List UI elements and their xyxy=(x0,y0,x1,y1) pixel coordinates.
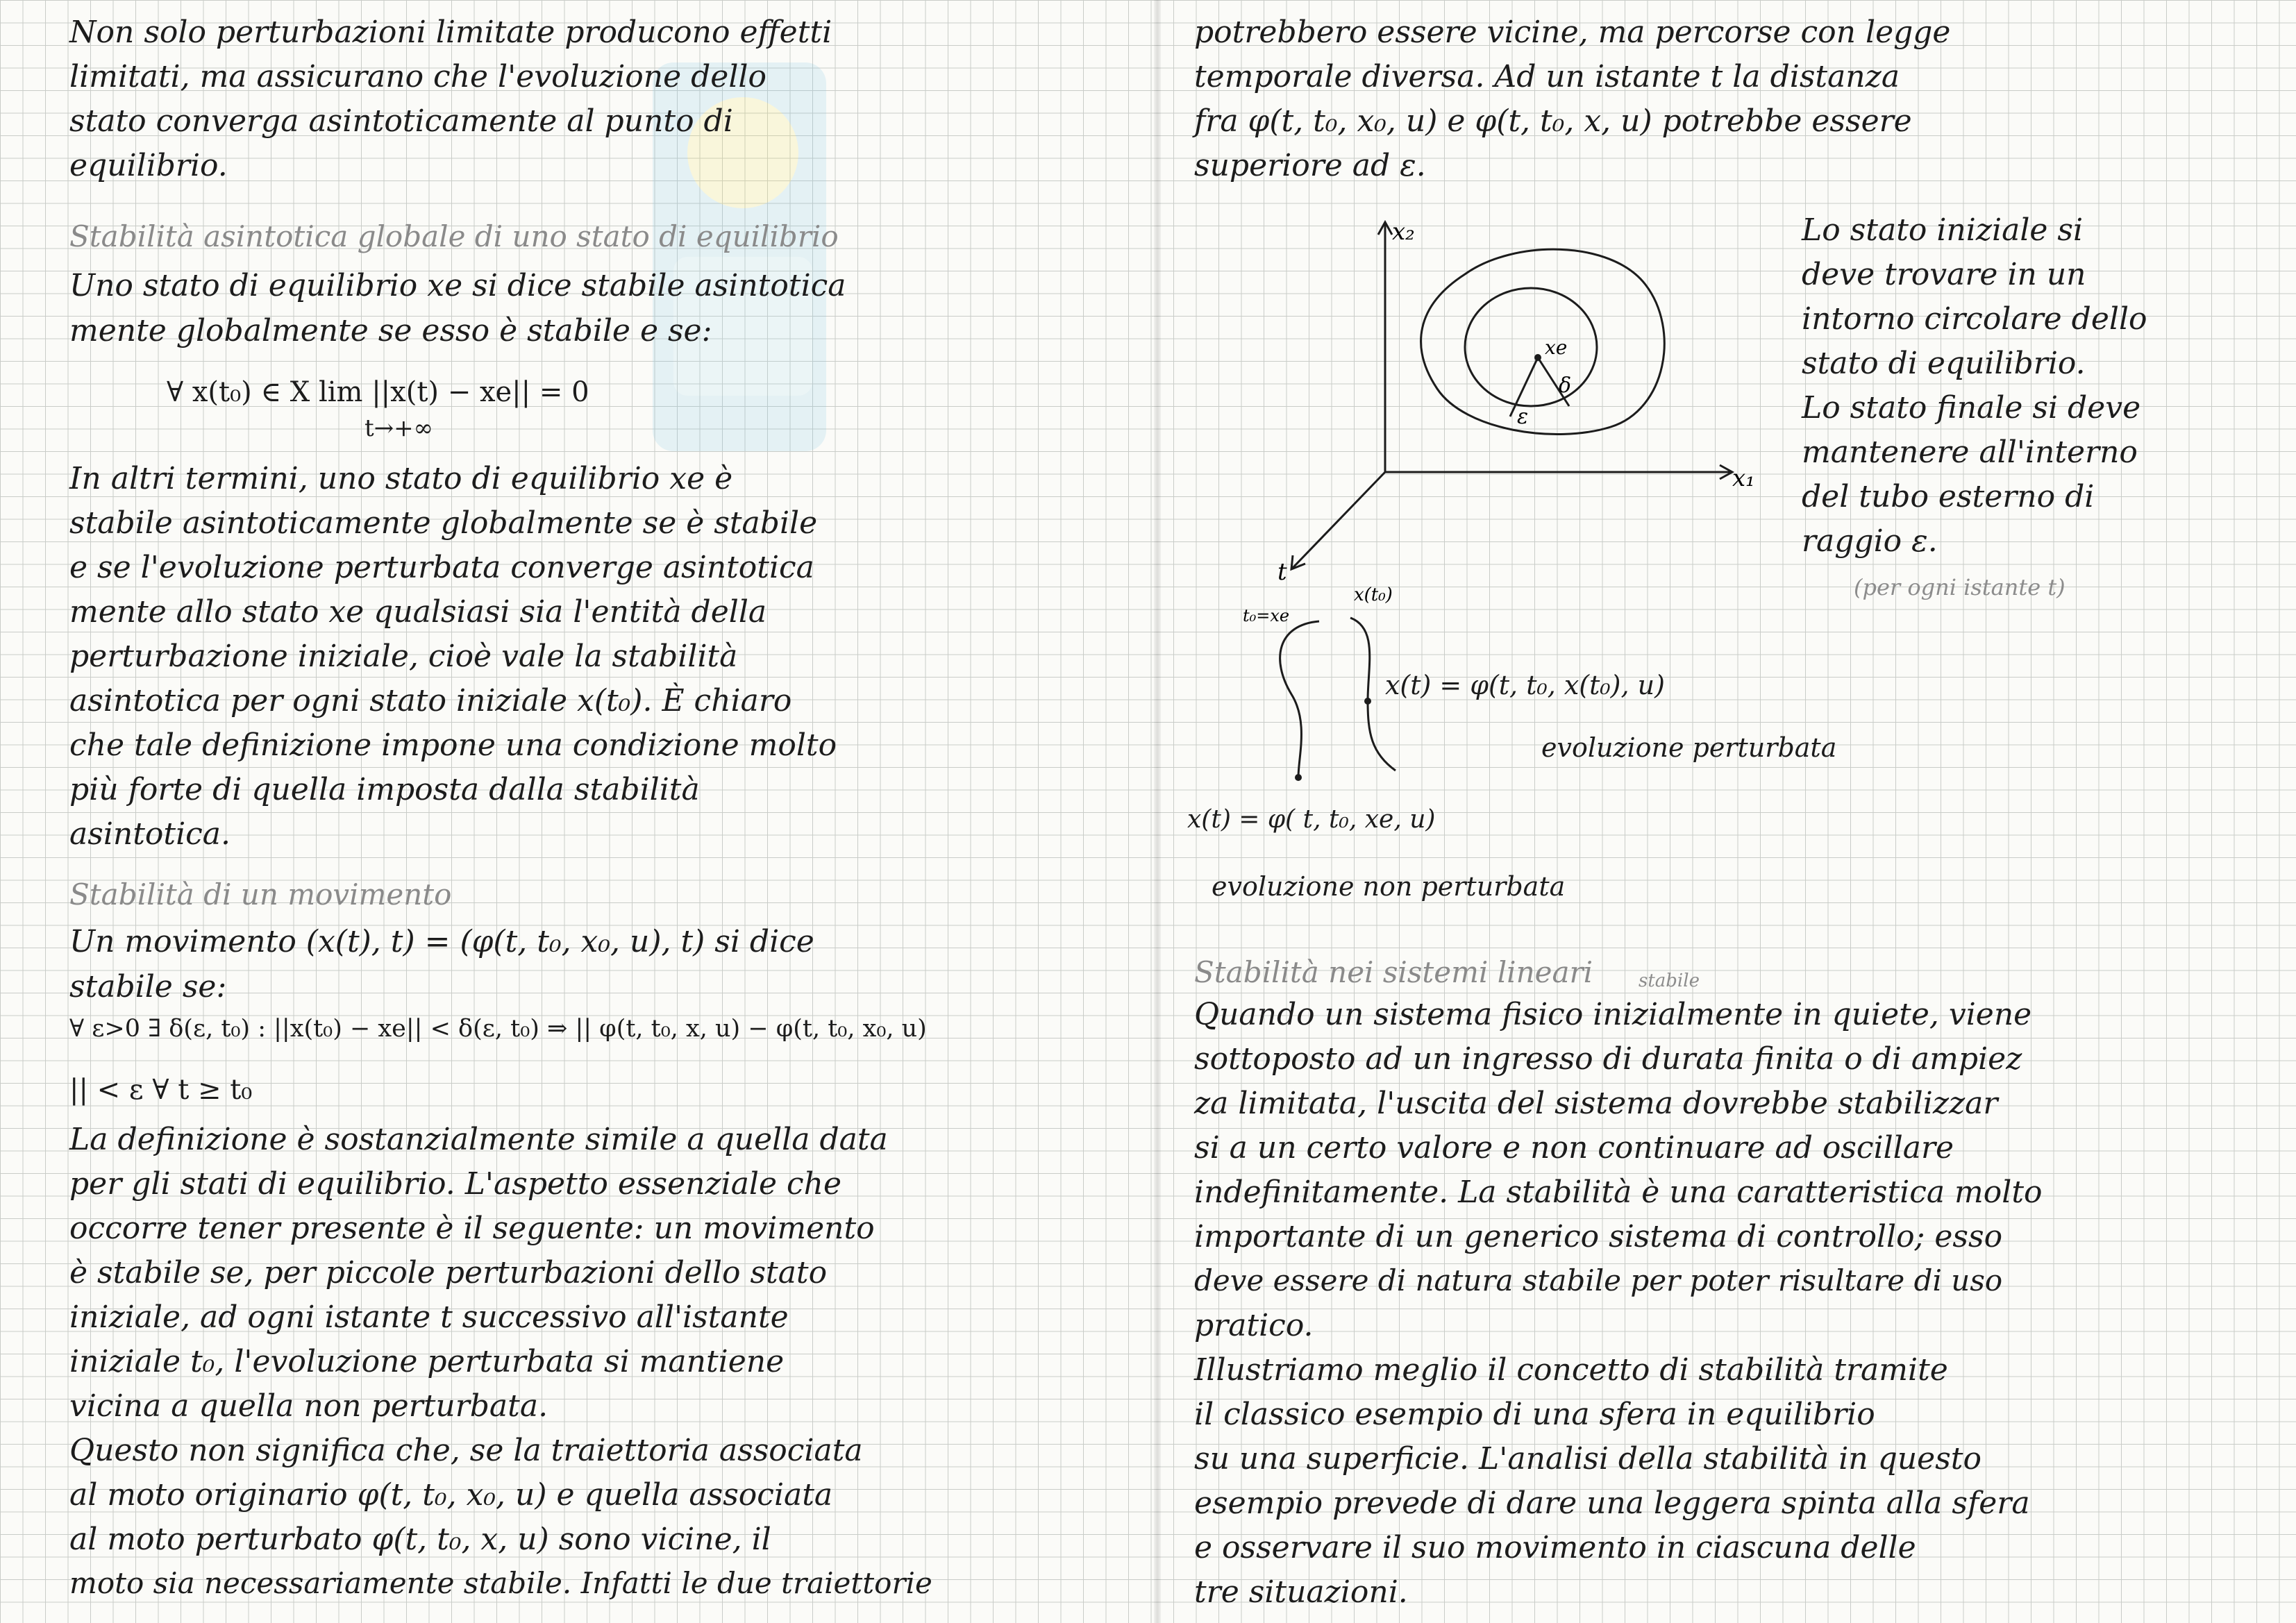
text-line: vicina a quella non perturbata. xyxy=(69,1388,548,1424)
text-line: stabile asintoticamente globalmente se è stabile xyxy=(69,505,818,541)
text-line: equilibrio. xyxy=(69,148,228,183)
text-line: Illustriamo meglio il concetto di stabilità tramite xyxy=(1194,1352,1948,1388)
text-line: Non solo perturbazioni limitate producono effetti xyxy=(69,15,832,50)
text-line: asintotica. xyxy=(69,816,231,852)
diagram-caption-line: raggio ε. xyxy=(1802,523,1938,559)
notebook-gutter xyxy=(1154,0,1161,1623)
equilibrium-point xyxy=(1534,354,1541,361)
text-line: Un movimento (x(t), t) = (φ(t, t₀, x₀, u), t) si dice xyxy=(69,924,814,959)
text-line: su una superficie. L'analisi della stabilità in questo xyxy=(1194,1441,1981,1477)
perturbed-evolution-label: evoluzione perturbata xyxy=(1541,732,1837,763)
axis-t-label: t xyxy=(1277,558,1287,583)
unperturbed-curve xyxy=(1280,621,1319,777)
diagram-note: (per ogni istante t) xyxy=(1854,574,2065,600)
perturbed-equation: x(t) = φ(t, t₀, x(t₀), u) xyxy=(1385,670,1665,700)
text-line: e osservare il suo movimento in ciascuna delle xyxy=(1194,1530,1916,1565)
formula-limit: ∀ x(t₀) ∈ X lim ||x(t) − xe|| = 0 xyxy=(167,376,589,408)
text-line: In altri termini, uno stato di equilibrio xe è xyxy=(69,461,733,496)
text-line: za limitata, l'uscita del sistema dovrebbe stabilizzar xyxy=(1194,1086,1998,1121)
diagram-caption-line: del tubo esterno di xyxy=(1802,479,2095,514)
stability-diagram xyxy=(1194,208,1763,583)
section-heading-global-stability: Stabilità asintotica globale di uno stato di equilibrio xyxy=(69,219,839,253)
text-line: mente globalmente se esso è stabile e se: xyxy=(69,313,712,348)
text-line: La definizione è sostanzialmente simile a quella data xyxy=(69,1122,888,1157)
text-line: il classico esempio di una sfera in equilibrio xyxy=(1194,1397,1875,1432)
text-line: pratico. xyxy=(1194,1308,1314,1343)
axis-t-line xyxy=(1291,472,1385,569)
diagram-caption-line: deve trovare in un xyxy=(1802,257,2086,292)
formula-motion-stability: ∀ ε>0 ∃ δ(ε, t₀) : ||x(t₀) − xe|| < δ(ε, t₀) ⇒ || φ(t, t₀, x, u) − φ(t, t₀, x₀, u) xyxy=(69,1015,927,1043)
diagram-caption-line: intorno circolare dello xyxy=(1802,301,2147,337)
axis-x1-label: x₁ xyxy=(1732,464,1755,492)
text-line: temporale diversa. Ad un istante t la distanza xyxy=(1194,59,1900,94)
section-heading-motion-stability: Stabilità di un movimento xyxy=(69,877,452,911)
x-t0-label: x(t₀) xyxy=(1354,585,1393,605)
text-line: importante di un generico sistema di controllo; esso xyxy=(1194,1219,2003,1254)
text-line: indefinitamente. La stabilità è una caratteristica molto xyxy=(1194,1175,2043,1210)
text-line: più forte di quella imposta dalla stabilità xyxy=(69,772,700,807)
text-line: stabile se: xyxy=(69,969,227,1004)
text-line: fra φ(t, t₀, x₀, u) e φ(t, t₀, x, u) potrebbe essere xyxy=(1194,103,1912,139)
text-line: esempio prevede di dare una leggera spinta alla sfera xyxy=(1194,1486,2030,1521)
text-line: asintotica per ogni stato iniziale x(t₀). È chiaro xyxy=(69,683,792,718)
delta-label: δ xyxy=(1559,373,1572,398)
epsilon-label: ε xyxy=(1517,405,1529,429)
xe-label: xe xyxy=(1545,336,1568,359)
text-line: al moto originario φ(t, t₀, x₀, u) e quella associata xyxy=(69,1477,833,1513)
text-line: iniziale, ad ogni istante t successivo all'istante xyxy=(69,1300,789,1335)
text-line: Questo non significa che, se la traiettoria associata xyxy=(69,1433,863,1468)
text-line: superiore ad ε. xyxy=(1194,148,1426,183)
section-heading-linear-stability: Stabilità nei sistemi lineari xyxy=(1194,955,1593,989)
text-line: al moto perturbato φ(t, t₀, x, u) sono vicine, il xyxy=(69,1522,771,1557)
text-line: che tale definizione impone una condizione molto xyxy=(69,728,837,763)
text-line: iniziale t₀, l'evoluzione perturbata si mantiene xyxy=(69,1344,785,1379)
text-line: mente allo stato xe qualsiasi sia l'entità della xyxy=(69,594,767,630)
text-line: e se l'evoluzione perturbata converge asintotica xyxy=(69,550,814,585)
t0-xe-label: t₀=xe xyxy=(1243,606,1290,625)
heading-superscript-note: stabile xyxy=(1639,970,1700,991)
text-line: Uno stato di equilibrio xe si dice stabile asintotica xyxy=(69,268,846,303)
unperturbed-evolution-label: evoluzione non perturbata xyxy=(1212,871,1566,902)
unperturbed-point xyxy=(1295,774,1302,781)
text-line: per gli stati di equilibrio. L'aspetto essenziale che xyxy=(69,1166,842,1202)
diagram-caption-line: stato di equilibrio. xyxy=(1802,346,2086,381)
text-line: si a un certo valore e non continuare ad oscillare xyxy=(1194,1130,1954,1166)
text-line: deve essere di natura stabile per poter risultare di uso xyxy=(1194,1263,2003,1297)
text-line: Quando un sistema fisico inizialmente in quiete, viene xyxy=(1194,997,2032,1032)
text-line: stato converga asintoticamente al punto di xyxy=(69,103,733,139)
text-line: limitati, ma assicurano che l'evoluzione dello xyxy=(69,59,766,94)
perturbed-point xyxy=(1364,698,1371,705)
text-line: perturbazione iniziale, cioè vale la stabilità xyxy=(69,639,738,674)
formula-motion-stability-cont: || < ε ∀ t ≥ t₀ xyxy=(69,1074,253,1106)
outer-circle-epsilon xyxy=(1421,249,1665,434)
text-line: moto sia necessariamente stabile. Infatti le due traiettorie xyxy=(69,1566,932,1600)
formula-limit-subscript: t→+∞ xyxy=(364,414,433,442)
text-line: sottoposto ad un ingresso di durata finita o di ampiez xyxy=(1194,1041,2022,1077)
unperturbed-equation: x(t) = φ( t, t₀, xe, u) xyxy=(1187,805,1436,834)
text-line: potrebbero essere vicine, ma percorse con legge xyxy=(1194,15,1951,50)
text-line: tre situazioni. xyxy=(1194,1574,1408,1610)
text-line: occorre tener presente è il seguente: un movimento xyxy=(69,1211,875,1246)
diagram-caption-line: mantenere all'interno xyxy=(1802,435,2138,470)
diagram-caption-line: Lo stato iniziale si xyxy=(1802,212,2084,248)
inner-circle-delta xyxy=(1465,288,1597,406)
axis-x2-label: x₂ xyxy=(1392,218,1415,246)
text-line: è stabile se, per piccole perturbazioni dello stato xyxy=(69,1255,828,1290)
diagram-caption-line: Lo stato finale si deve xyxy=(1802,390,2141,426)
